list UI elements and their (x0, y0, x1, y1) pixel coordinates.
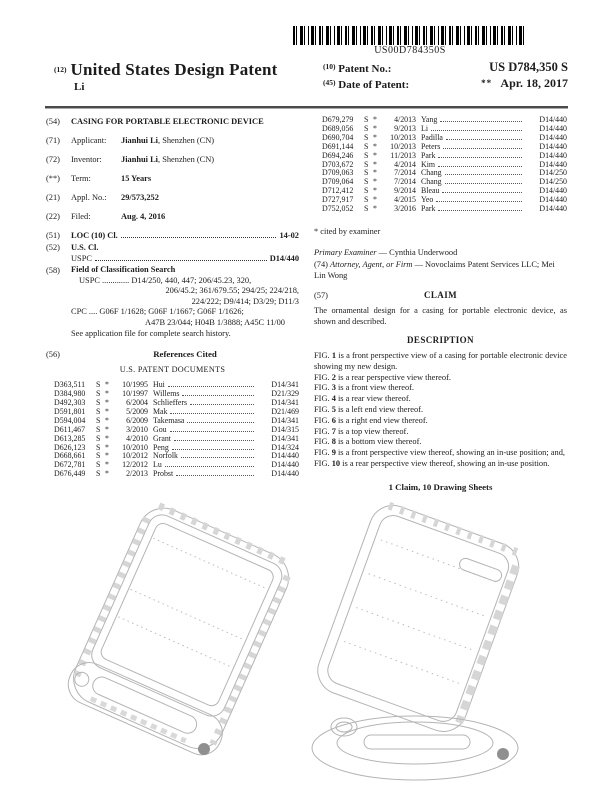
ref-class: D14/315 (271, 424, 299, 434)
ref-date: 5/2009 (126, 406, 148, 416)
references-list-right (314, 116, 567, 214)
ref-date: 10/2012 (122, 451, 148, 461)
ref-date: 9/2014 (394, 186, 416, 196)
ref-date: 12/2012 (122, 460, 148, 470)
ref-date: 11/2013 (390, 150, 416, 160)
patent-reference-row: D727,917 S * 4/2015 Yeo D14/440 (322, 195, 567, 205)
ref-date: 7/2014 (394, 177, 416, 187)
ref-class: D14/440 (539, 159, 567, 169)
ref-id: D611,467 (54, 424, 86, 434)
ref-class: D14/341 (271, 415, 299, 425)
ref-date: 3/2016 (394, 204, 416, 214)
patent-reference-row: D690,704 S * 10/2013 Padilla D14/440 (322, 132, 567, 142)
ref-id: D384,980 (54, 389, 86, 399)
ref-class: D14/440 (539, 123, 567, 133)
field-22-filed: (22) Filed: Aug. 4, 2016 (46, 212, 166, 221)
field-72-inventor: (72) Inventor: Jianhui Li, Shenzhen (CN) (46, 155, 215, 164)
ref-id: D492,303 (54, 397, 86, 407)
ref-class: D14/440 (539, 195, 567, 205)
ref-class: D14/341 (271, 433, 299, 443)
ref-date: 4/2013 (394, 115, 416, 124)
document-header (46, 60, 568, 93)
ref-id: D594,004 (54, 415, 86, 425)
ref-id: D679,279 (322, 115, 354, 124)
inventor-name: Jianhui Li (121, 155, 159, 164)
primary-examiner-label: Primary Examiner (314, 247, 377, 257)
ref-class: D14/440 (271, 469, 299, 479)
left-column (46, 116, 299, 493)
ref-id: D709,063 (322, 168, 354, 178)
ref-name: Peters (421, 141, 441, 151)
patent-reference-row: D613,285 S * 4/2010 Grant D14/341 (54, 433, 299, 443)
dot-leader (436, 201, 522, 202)
figure-description: FIG. 7 is a top view thereof. (314, 426, 409, 436)
two-column-body (46, 116, 568, 493)
uspc-class: D14/440 (269, 254, 299, 263)
ref-class: D14/440 (539, 204, 567, 214)
ref-id: D691,144 (322, 141, 354, 151)
ref-name: Lu (153, 460, 162, 470)
claims-sheets-summary: 1 Claim, 10 Drawing Sheets (388, 481, 493, 492)
patent-reference-row: D594,004 S * 6/2009 Takemasa D14/341 (54, 415, 299, 425)
ref-date: 10/2013 (390, 141, 416, 151)
dot-leader (442, 192, 522, 193)
dot-leader (445, 183, 522, 184)
field-51-loc: (51) LOC (10) Cl. 14-02 (46, 231, 299, 240)
patent-reference-row: D694,246 S * 11/2013 Park D14/440 (322, 150, 567, 160)
references-cited-heading: (56) References Cited (46, 349, 217, 360)
date-of-patent-label: Date of Patent: (338, 79, 410, 91)
ref-name: Yeo (421, 195, 434, 205)
figure-description: FIG. 8 is a bottom view thereof. (314, 437, 422, 447)
ref-name: Padilla (421, 132, 443, 142)
applicant-name: Jianhui Li (121, 136, 159, 145)
patent-reference-row: D626,123 S * 10/2010 Peng D14/324 (54, 442, 299, 452)
ref-class: D14/341 (271, 397, 299, 407)
figure-description: FIG. 2 is a rear perspective view thereof. (314, 372, 451, 382)
ref-name: Li (421, 123, 429, 133)
ref-date: 3/2010 (126, 424, 148, 434)
ref-id: D668,661 (54, 451, 86, 461)
field-52-us-cl: (52) U.S. Cl. USPC D14/440 (46, 243, 299, 263)
field-21-appl-no: (21) Appl. No.: 29/573,252 (46, 193, 159, 202)
cited-by-examiner-note: * cited by examiner (314, 226, 381, 236)
patent-reference-row: D691,144 S * 10/2013 Peters D14/440 (322, 141, 567, 151)
patent-number: US D784,350 S (489, 60, 568, 74)
claim-text: The ornamental design for a casing for portable electronic device, as shown and described. (314, 305, 567, 326)
ref-date: 10/1995 (122, 380, 148, 390)
dot-leader (172, 449, 254, 450)
ref-name: Chang (421, 177, 442, 187)
dot-leader (431, 130, 522, 131)
ref-id: D676,449 (54, 469, 86, 479)
ref-id: D689,056 (322, 123, 354, 133)
patent-reference-row: D384,980 S * 10/1997 Willems D21/329 (54, 389, 299, 399)
ref-class: D14/341 (271, 380, 299, 390)
dot-leader (170, 413, 254, 414)
figure-description: FIG. 3 is a front view thereof. (314, 383, 415, 393)
figure-description: FIG. 9 is a front perspective view thereof, showing an in-use position; and, (314, 448, 565, 458)
ref-name: Schlieffers (153, 397, 188, 407)
field-54-title: (54) CASING FOR PORTABLE ELECTRONIC DEVICE (46, 116, 299, 127)
ref-date: 4/2015 (394, 195, 416, 205)
dot-leader (181, 457, 254, 458)
ref-name: Grant (153, 433, 171, 443)
ref-id: D591,801 (54, 406, 86, 416)
dot-leader (443, 148, 522, 149)
term-value: 15 Years (121, 174, 152, 183)
drawing-sheet (0, 488, 600, 800)
loc-class: 14-02 (279, 231, 299, 240)
inventor-surname: Li (74, 81, 85, 93)
field-term: (**) Term: 15 Years (46, 174, 152, 183)
dot-leader (174, 440, 254, 441)
ref-name: Park (421, 150, 436, 160)
figure-description: FIG. 6 is a right end view thereof. (314, 415, 428, 425)
patent-reference-row: D676,449 S * 2/2013 Probst D14/440 (54, 469, 299, 479)
ref-id: D712,412 (322, 186, 354, 196)
patent-reference-row: D668,661 S * 10/2012 Norfolk D14/440 (54, 451, 299, 461)
ref-id: D709,064 (322, 177, 354, 187)
ref-class: D14/440 (271, 460, 299, 470)
description-heading: DESCRIPTION (407, 334, 474, 345)
ref-date: 2/2013 (126, 469, 148, 479)
dot-leader (168, 386, 254, 387)
ref-class: D14/250 (539, 177, 567, 187)
figure-description: FIG. 5 is a left end view thereof. (314, 404, 424, 414)
field-code-45: (45) (323, 78, 336, 87)
dot-leader (165, 466, 254, 467)
ref-name: Gou (153, 424, 167, 434)
ref-name: Mak (153, 406, 168, 416)
barcode-number: US00D784350S (374, 45, 446, 56)
document-title: United States Design Patent (70, 60, 278, 79)
examiner-block: Primary Examiner — Cynthia Underwood (74) Attorney, Agent, or Firm — Novoclaims Patent Services LLC; Mei Lin Wong (314, 247, 555, 280)
ref-date: 10/2013 (390, 132, 416, 142)
field-code-12: (12) (54, 65, 67, 74)
ref-id: D752,052 (322, 204, 354, 214)
rear-perspective-drawing (290, 496, 540, 796)
field-58-classification-search: (58) Field of Classification Search USPC ............. D14/250, 440, 447; 206/45.23, 320, 206/45.2; 361/679.55; 294/25; 224/218, 224/222; D9/414; D3/29; D11/3 CPC .... G06F 1/1628; G06F 1/1667; G06F 1/1626; A47B 23/044; H04B 1/3888; A45C 11/00 See application file for complete search history. (46, 265, 299, 338)
dot-leader (440, 121, 522, 122)
dot-leader (438, 210, 522, 211)
patent-reference-row: D672,781 S * 12/2012 Lu D14/440 (54, 460, 299, 470)
figure-description: FIG. 1 is a front perspective view of a casing for portable electronic device showing my new design. (314, 350, 567, 371)
ref-class: D14/440 (539, 141, 567, 151)
dot-leader (176, 475, 254, 476)
ref-id: D626,123 (54, 442, 86, 452)
patent-no-label: Patent No.: (338, 63, 392, 75)
ref-name: Bleau (421, 186, 440, 196)
header-right (323, 60, 568, 93)
attorney-name: Novoclaims Patent Services LLC; Mei Lin Wong (314, 259, 555, 280)
ref-id: D727,917 (322, 195, 354, 205)
dot-leader (121, 237, 277, 238)
ref-date: 9/2013 (394, 123, 416, 133)
ref-name: Kim (421, 159, 436, 169)
attorney-label: Attorney, Agent, or Firm (330, 259, 413, 269)
patent-reference-row: D591,801 S * 5/2009 Mak D21/469 (54, 406, 299, 416)
ref-name: Yang (421, 115, 438, 124)
ref-id: D613,285 (54, 433, 86, 443)
ref-date: 4/2014 (394, 159, 416, 169)
ref-name: Hui (153, 380, 165, 390)
references-list-left (46, 381, 299, 479)
front-perspective-drawing (55, 492, 305, 797)
ref-class: D14/440 (539, 150, 567, 160)
patent-reference-row: D709,064 S * 7/2014 Chang D14/250 (322, 177, 567, 187)
patent-date: Apr. 18, 2017 (500, 76, 568, 90)
us-patent-documents-heading: U.S. PATENT DOCUMENTS (119, 365, 226, 375)
term-stars: ** (481, 78, 493, 88)
ref-id: D672,781 (54, 460, 86, 470)
dot-leader (438, 157, 522, 158)
patent-reference-row: D679,279 S * 4/2013 Yang D14/440 (322, 115, 567, 124)
ref-class: D14/440 (271, 451, 299, 461)
figure-description: FIG. 4 is a rear view thereof. (314, 394, 411, 404)
patent-reference-row: D712,412 S * 9/2014 Bleau D14/440 (322, 186, 567, 196)
ref-date: 6/2004 (126, 397, 148, 407)
primary-examiner-name: Cynthia Underwood (389, 247, 458, 257)
dot-leader (446, 139, 522, 140)
ref-class: D21/469 (271, 406, 299, 416)
ref-name: Peng (153, 442, 169, 452)
ref-class: D14/440 (539, 186, 567, 196)
header-left (46, 60, 278, 93)
ref-class: D21/329 (271, 389, 299, 399)
patent-reference-row: D492,303 S * 6/2004 Schlieffers D14/341 (54, 397, 299, 407)
ref-class: D14/440 (539, 115, 567, 124)
right-column (314, 116, 567, 493)
dot-leader (170, 431, 254, 432)
ref-class: D14/250 (539, 168, 567, 178)
ref-name: Takemasa (153, 415, 185, 425)
header-divider (45, 106, 568, 109)
ref-id: D690,704 (322, 132, 354, 142)
patent-reference-row: D752,052 S * 3/2016 Park D14/440 (322, 204, 567, 214)
ref-name: Chang (421, 168, 442, 178)
dot-leader (438, 166, 522, 167)
invention-title: CASING FOR PORTABLE ELECTRONIC DEVICE (71, 117, 264, 126)
dot-leader (445, 174, 522, 175)
ref-name: Willems (153, 389, 180, 399)
ref-date: 10/1997 (122, 389, 148, 399)
dot-leader (187, 422, 254, 423)
claim-heading: (57) CLAIM (314, 289, 457, 300)
field-code-10: (10) (323, 62, 336, 71)
dot-leader (190, 404, 254, 405)
ref-id: D694,246 (322, 150, 354, 160)
patent-reference-row: D703,672 S * 4/2014 Kim D14/440 (322, 159, 567, 169)
ref-name: Park (421, 204, 436, 214)
dot-leader (182, 395, 254, 396)
application-number: 29/573,252 (121, 193, 159, 202)
figure-description-list (314, 351, 567, 470)
ref-name: Probst (153, 469, 174, 479)
ref-id: D703,672 (322, 159, 354, 169)
ref-class: D14/440 (539, 132, 567, 142)
figure-description: FIG. 10 is a rear perspective view thereof, showing an in-use position. (314, 458, 550, 468)
ref-date: 10/2010 (122, 442, 148, 452)
patent-reference-row: D689,056 S * 9/2013 Li D14/440 (322, 123, 567, 133)
ref-date: 4/2010 (126, 433, 148, 443)
ref-date: 7/2014 (394, 168, 416, 178)
ref-class: D14/324 (271, 442, 299, 452)
ref-id: D363,511 (54, 380, 86, 390)
ref-name: Norfolk (153, 451, 178, 461)
ref-date: 6/2009 (126, 415, 148, 425)
barcode (293, 26, 527, 45)
filing-date: Aug. 4, 2016 (121, 212, 166, 221)
dot-leader (95, 260, 267, 261)
patent-reference-row: D611,467 S * 3/2010 Gou D14/315 (54, 424, 299, 434)
field-71-applicant: (71) Applicant: Jianhui Li, Shenzhen (CN) (46, 136, 215, 145)
patent-reference-row: D363,511 S * 10/1995 Hui D14/341 (54, 380, 299, 390)
patent-reference-row: D709,063 S * 7/2014 Chang D14/250 (322, 168, 567, 178)
